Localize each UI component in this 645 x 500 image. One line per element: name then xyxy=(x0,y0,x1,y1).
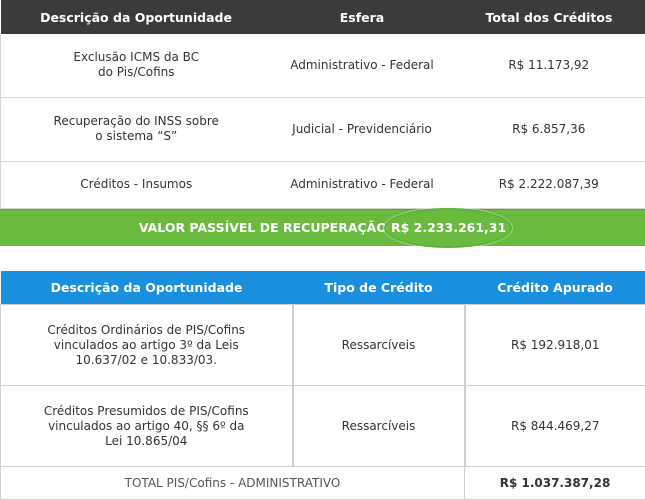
table-row xyxy=(1,97,645,161)
table-row xyxy=(1,305,645,386)
recovery-value-label: VALOR PASSÍVEL DE RECUPERAÇÃO xyxy=(139,220,387,235)
table-spacer xyxy=(0,246,645,271)
descricao-line: do Pis/Cofins xyxy=(98,65,175,79)
total-label: TOTAL PIS/Cofins - ADMINISTRATIVO xyxy=(1,467,465,500)
recovery-value-bar xyxy=(0,209,645,246)
descricao-line: Créditos Ordinários de PIS/Cofins xyxy=(47,323,245,337)
highlight-circle xyxy=(384,208,512,248)
pis-cofins-credits-table xyxy=(0,271,645,500)
cell-esfera: Judicial - Previdenciário xyxy=(272,97,453,161)
descricao-line: vinculados ao artigo 3º da Leis xyxy=(54,338,239,352)
table-row xyxy=(1,161,645,208)
descricao-line: Créditos Presumidos de PIS/Cofins xyxy=(44,404,249,418)
cell-total: R$ 6.857,36 xyxy=(453,97,645,161)
credits-summary-table xyxy=(0,0,645,209)
cell-descricao xyxy=(1,97,272,161)
cell-tipo: Ressarcíveis xyxy=(293,386,465,467)
table-row xyxy=(1,386,645,467)
cell-descricao xyxy=(1,34,272,97)
header-esfera: Esfera xyxy=(272,0,453,34)
header-total-creditos: Total dos Créditos xyxy=(453,0,645,34)
table-row xyxy=(1,34,645,97)
cell-valor: R$ 844.469,27 xyxy=(465,386,645,467)
cell-valor: R$ 192.918,01 xyxy=(465,305,645,386)
cell-total: R$ 2.222.087,39 xyxy=(453,161,645,208)
descricao-line: Exclusão ICMS da BC xyxy=(73,50,199,64)
cell-descricao: Créditos - Insumos xyxy=(1,161,272,208)
cell-esfera: Administrativo - Federal xyxy=(272,161,453,208)
descricao-line: o sistema “S” xyxy=(95,129,177,143)
descricao-line: 10.637/02 e 10.833/03. xyxy=(76,353,217,367)
header-credito-apurado: Crédito Apurado xyxy=(465,271,645,305)
cell-descricao xyxy=(1,305,293,386)
table-header-row xyxy=(1,271,645,305)
cell-tipo: Ressarcíveis xyxy=(293,305,465,386)
cell-descricao xyxy=(1,386,293,467)
header-descricao: Descrição da Oportunidade xyxy=(1,0,272,34)
total-value: R$ 1.037.387,28 xyxy=(465,467,645,500)
header-descricao: Descrição da Oportunidade xyxy=(1,271,293,305)
recovery-value-amount: R$ 2.233.261,31 xyxy=(391,220,506,235)
cell-esfera: Administrativo - Federal xyxy=(272,34,453,97)
descricao-line: Recuperação do INSS sobre xyxy=(54,114,219,128)
header-tipo-credito: Tipo de Crédito xyxy=(293,271,465,305)
descricao-line: Lei 10.865/04 xyxy=(105,434,187,448)
descricao-line: vinculados ao artigo 40, §§ 6º da xyxy=(48,419,244,433)
cell-total: R$ 11.173,92 xyxy=(453,34,645,97)
table-header-row xyxy=(1,0,645,34)
credits-summary-table-wrapper xyxy=(0,0,645,246)
